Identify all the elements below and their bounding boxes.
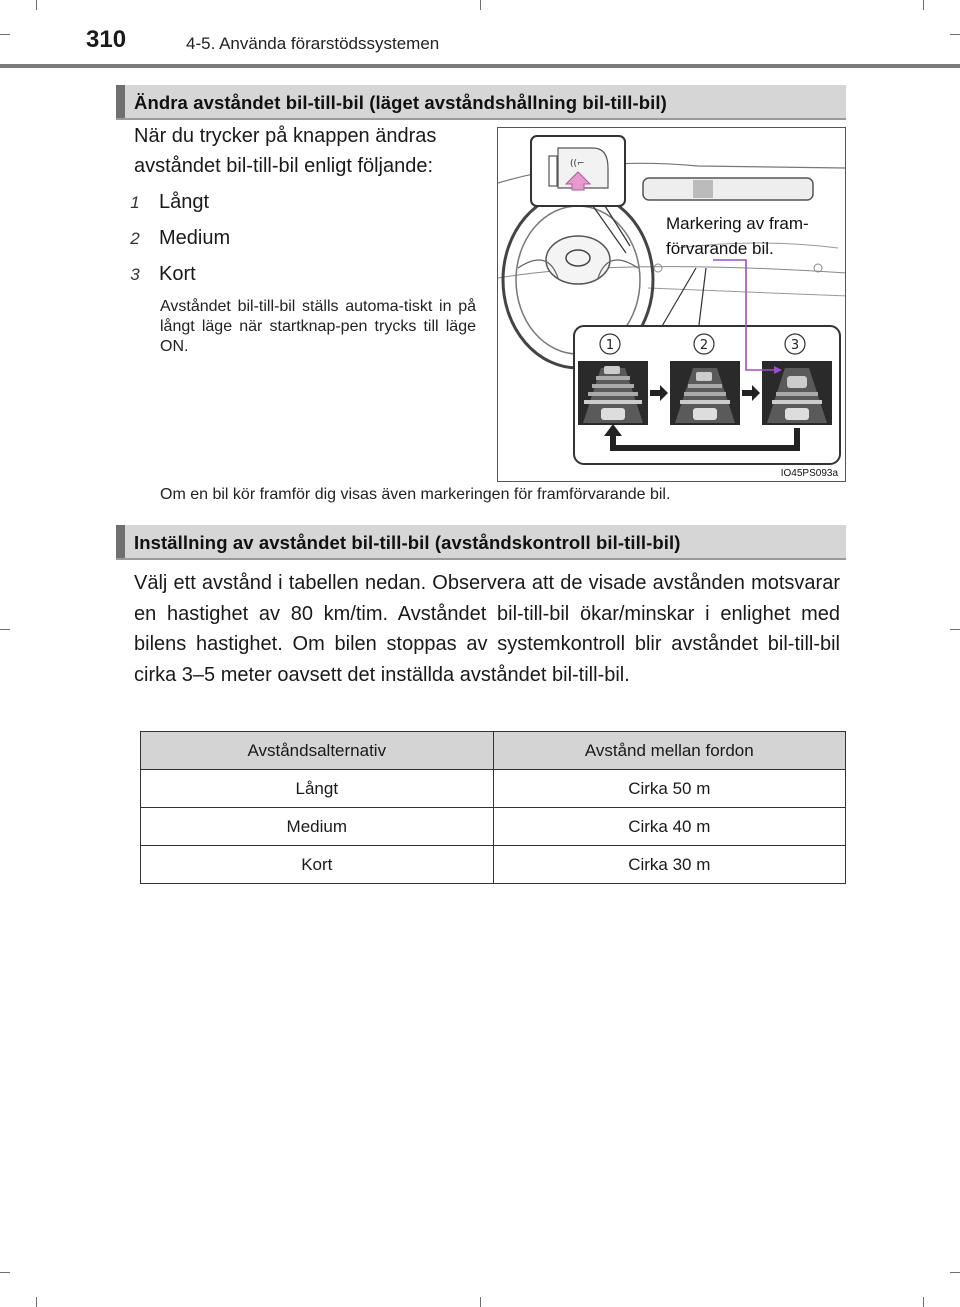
item-number: 3 (130, 265, 140, 284)
crop-mark (0, 1272, 10, 1273)
section-heading-bar (116, 85, 125, 118)
note-paragraph: Avståndet bil-till-bil ställs automa-tiskt in på långt läge när startknap-pen trycks till läge ON. (160, 298, 476, 355)
item-number: 2 (130, 229, 140, 248)
crop-mark (36, 0, 37, 10)
table-row (141, 770, 846, 808)
callout-line: Markering av fram- (666, 214, 809, 233)
screen-far (578, 361, 648, 425)
screen-medium (670, 361, 740, 425)
section-heading-text: Ändra avståndet bil-till-bil (läget avståndshållning bil-till-bil) (134, 92, 667, 113)
intro-paragraph: När du trycker på knappen ändras avståndet bil-till-bil enligt följande: (134, 125, 437, 177)
table-cell: Medium (141, 808, 494, 846)
step-label: 1 (605, 338, 615, 353)
figure-caption: Om en bil kör framför dig visas även markeringen för framförvarande bil. (160, 486, 671, 503)
crop-mark (0, 34, 10, 35)
section-heading (116, 85, 846, 120)
step-label: 2 (699, 338, 709, 353)
table-row (141, 846, 846, 884)
crop-mark (923, 0, 924, 10)
table-cell: Kort (141, 846, 494, 884)
dashboard-figure (497, 127, 846, 482)
callout-line: förvarande bil. (666, 239, 774, 258)
crop-mark (923, 1297, 924, 1307)
crop-mark (0, 629, 10, 630)
section-heading-bar (116, 525, 125, 558)
table-header-cell: Avstånd mellan fordon (493, 732, 845, 770)
body-paragraph: Välj ett avstånd i tabellen nedan. Observera att de visade avstånden motsvarar en hastighet av 80 km/tim. Avståndet bil-till-bil ökar/minskar i enlighet med bilens hastighet. Om bilen stoppas av systemkontroll blir avståndet bil-till-bil cirka 3–5 meter oavsett det inställda avståndet bil-till-bil. (134, 572, 840, 686)
item-label: Medium (159, 227, 231, 249)
table-row (141, 808, 846, 846)
crop-mark (480, 0, 481, 10)
crop-mark (950, 34, 960, 35)
crop-mark (950, 1272, 960, 1273)
header-rule (0, 64, 960, 68)
distance-table (140, 731, 846, 884)
chapter-title: 4-5. Använda förarstödssystemen (186, 34, 440, 53)
table-cell: Cirka 30 m (493, 846, 845, 884)
step-label: 3 (790, 338, 800, 353)
table-cell: Cirka 40 m (493, 808, 845, 846)
table-header-cell: Avståndsalternativ (141, 732, 494, 770)
section-heading-text: Inställning av avståndet bil-till-bil (avståndskontroll bil-till-bil) (134, 532, 681, 553)
crop-mark (480, 1297, 481, 1307)
crop-mark (950, 629, 960, 630)
table-cell: Långt (141, 770, 494, 808)
item-number: 1 (130, 193, 140, 212)
table-cell: Cirka 50 m (493, 770, 845, 808)
dashboard-illustration (498, 128, 846, 482)
figure-code: IO45PS093a (778, 468, 841, 479)
table-header-row (141, 732, 846, 770)
svg-text:((⌐: ((⌐ (570, 159, 585, 169)
callout-label (666, 211, 846, 261)
crop-mark (36, 1297, 37, 1307)
page-number: 310 (86, 26, 127, 53)
item-label: Kort (159, 263, 196, 285)
item-label: Långt (159, 191, 210, 213)
section-heading (116, 525, 846, 560)
